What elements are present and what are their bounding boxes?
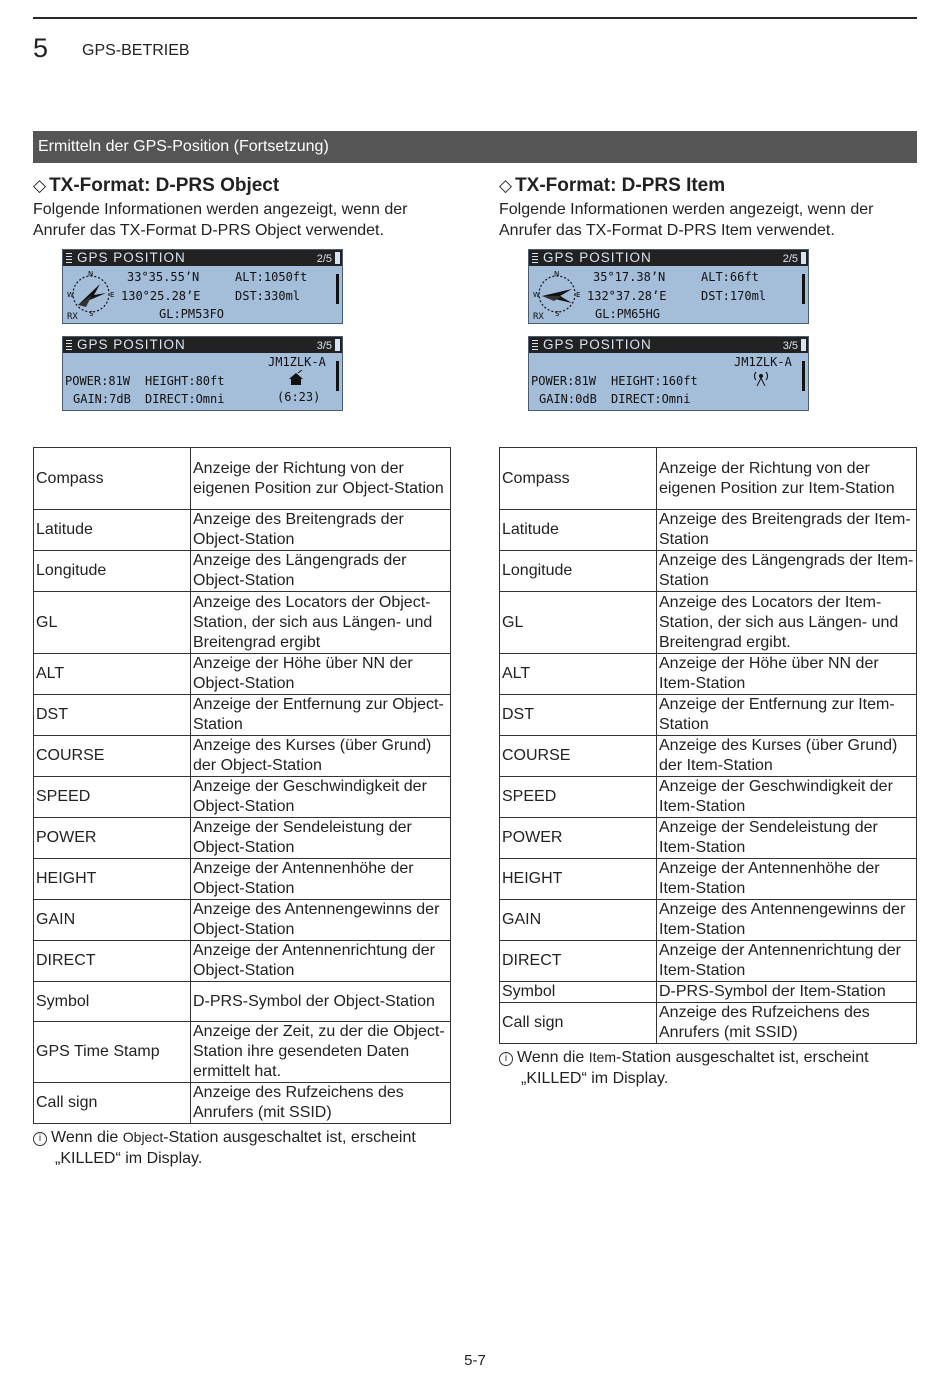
table-row: Symbol D-PRS-Symbol der Object-Station — [34, 982, 451, 1022]
table-row: ALT Anzeige der Höhe über NN der Item-Station — [500, 654, 917, 695]
note-killed: i Wenn die Object-Station ausgeschaltet ist, erscheint „KILLED“ im Display. — [33, 1127, 416, 1169]
gps-position-screen-page2: GPS POSITION 2/5 N W E S RX 33°35.55’N 130°25.28’E GL:PM53FO ALT:1050ft DST:330ml — [62, 249, 343, 324]
table-row: SPEED Anzeige der Geschwindigkeit der Item-Station — [500, 777, 917, 818]
scrollbar — [336, 274, 339, 304]
grip-icon — [532, 253, 538, 263]
info-table-object — [33, 447, 451, 1124]
house-antenna-symbol-icon — [287, 370, 305, 386]
table-row: Compass Anzeige der Richtung von der eigenen Position zur Item-Station — [500, 448, 917, 510]
table-row: DST Anzeige der Entfernung zur Object-Station — [34, 695, 451, 736]
info-icon: i — [499, 1052, 513, 1066]
svg-text:S: S — [89, 310, 94, 317]
description-line: Anrufer das TX-Format D-PRS Object verwendet. — [33, 222, 384, 239]
heading-object: ◇ TX-Format: D-PRS Object — [33, 175, 280, 196]
table-row: POWER Anzeige der Sendeleistung der Object-Station — [34, 818, 451, 859]
column-dprs-item — [499, 173, 917, 1087]
column-dprs-object — [33, 173, 451, 1167]
scrollbar-icon — [335, 252, 340, 264]
svg-text:S: S — [555, 310, 560, 317]
note-killed: i Wenn die Item-Station ausgeschaltet ist, erscheint „KILLED“ im Display. — [499, 1047, 869, 1089]
table-row: Latitude Anzeige des Breitengrads der Object-Station — [34, 510, 451, 551]
table-row: Longitude Anzeige des Längengrads der Object-Station — [34, 551, 451, 592]
info-icon: i — [33, 1132, 47, 1146]
table-row: Symbol D-PRS-Symbol der Item-Station — [500, 982, 917, 1003]
table-row: Call sign Anzeige des Rufzeichens des Anrufers (mit SSID) — [500, 1003, 917, 1044]
table-row: HEIGHT Anzeige der Antennenhöhe der Item-Station — [500, 859, 917, 900]
diamond-icon: ◇ — [33, 176, 47, 195]
broadcast-tower-symbol-icon — [751, 370, 771, 386]
table-row: COURSE Anzeige des Kurses (über Grund) der Item-Station — [500, 736, 917, 777]
scrollbar — [336, 361, 339, 391]
table-row: GAIN Anzeige des Antennengewinns der Item-Station — [500, 900, 917, 941]
grip-icon — [532, 340, 538, 350]
description-line: Folgende Informationen werden angezeigt, wenn der — [499, 201, 874, 218]
grip-icon — [66, 253, 72, 263]
grip-icon — [66, 340, 72, 350]
table-row: HEIGHT Anzeige der Antennenhöhe der Object-Station — [34, 859, 451, 900]
svg-text:W: W — [67, 291, 74, 299]
table-row: Longitude Anzeige des Längengrads der Item-Station — [500, 551, 917, 592]
info-table-item — [499, 447, 917, 1044]
heading-item: ◇ TX-Format: D-PRS Item — [499, 175, 726, 196]
table-row: GAIN Anzeige des Antennengewinns der Object-Station — [34, 900, 451, 941]
table-row: Call sign Anzeige des Rufzeichens des Anrufers (mit SSID) — [34, 1083, 451, 1124]
scrollbar — [802, 361, 805, 391]
table-row: POWER Anzeige der Sendeleistung der Item-Station — [500, 818, 917, 859]
table-row: DST Anzeige der Entfernung zur Item-Station — [500, 695, 917, 736]
table-row: ALT Anzeige der Höhe über NN der Object-Station — [34, 654, 451, 695]
chapter-title: GPS-BETRIEB — [82, 42, 190, 59]
svg-text:E: E — [110, 291, 115, 299]
table-row: DIRECT Anzeige der Antennenrichtung der Item-Station — [500, 941, 917, 982]
section-title: Ermitteln der GPS-Position (Fortsetzung) — [33, 131, 917, 163]
svg-text:E: E — [576, 291, 581, 299]
table-row: Latitude Anzeige des Breitengrads der Item-Station — [500, 510, 917, 551]
header-rule — [33, 17, 917, 19]
svg-text:N: N — [88, 270, 94, 278]
table-row: GPS Time Stamp Anzeige der Zeit, zu der die Object-Station ihre gesendeten Daten ermittelt hat. — [34, 1022, 451, 1083]
table-row: DIRECT Anzeige der Antennenrichtung der Object-Station — [34, 941, 451, 982]
diamond-icon: ◇ — [499, 176, 513, 195]
description-line: Folgende Informationen werden angezeigt, wenn der — [33, 201, 408, 218]
table-row: GL Anzeige des Locators der Item-Station, der sich aus Längen- und Breitengrad ergibt. — [500, 592, 917, 654]
gps-position-screen-page3: GPS POSITION 3/5 JM1ZLK-A POWER:81W HEIGHT:160ft GAIN:0dB DIRECT:Omni — [528, 336, 809, 411]
table-row: Compass Anzeige der Richtung von der eigenen Position zur Object-Station — [34, 448, 451, 510]
table-row: SPEED Anzeige der Geschwindigkeit der Object-Station — [34, 777, 451, 818]
svg-text:N: N — [554, 270, 560, 278]
description-line: Anrufer das TX-Format D-PRS Item verwendet. — [499, 222, 835, 239]
gps-position-screen-page2: GPS POSITION 2/5 N W E S RX 35°17.38’N 132°37.28’E GL:PM65HG ALT:66ft DST:170ml — [528, 249, 809, 324]
chapter-number: 5 — [33, 33, 49, 63]
table-row: GL Anzeige des Locators der Object-Station, der sich aus Längen- und Breitengrad ergibt — [34, 592, 451, 654]
page-number: 5-7 — [464, 1352, 486, 1369]
scrollbar — [802, 274, 805, 304]
table-row: COURSE Anzeige des Kurses (über Grund) der Object-Station — [34, 736, 451, 777]
svg-text:W: W — [533, 291, 540, 299]
scrollbar-icon — [335, 339, 340, 351]
scrollbar-icon — [801, 339, 806, 351]
gps-position-screen-page3: GPS POSITION 3/5 JM1ZLK-A POWER:81W HEIGHT:80ft GAIN:7dB DIRECT:Omni (6:23) — [62, 336, 343, 411]
scrollbar-icon — [801, 252, 806, 264]
